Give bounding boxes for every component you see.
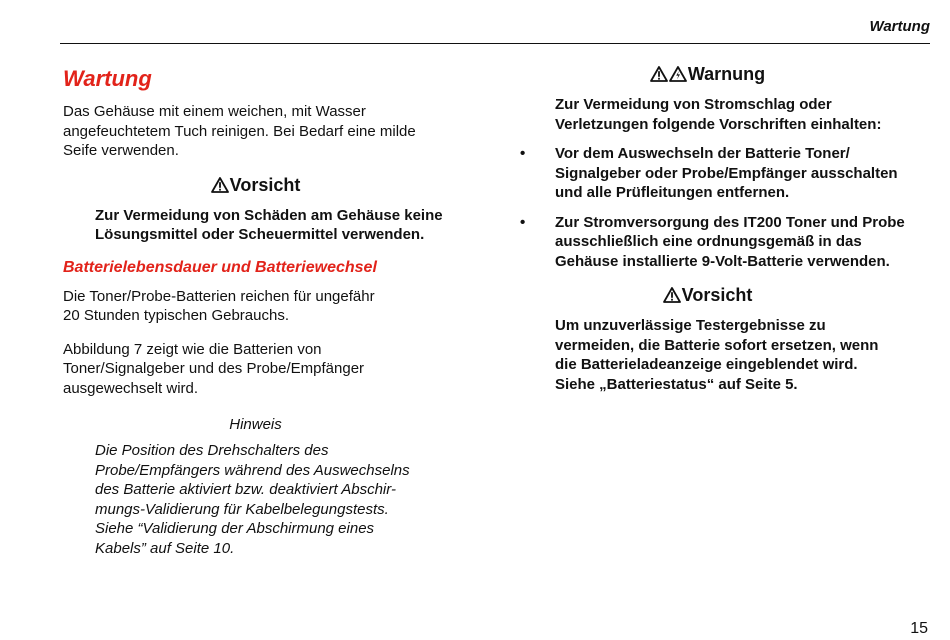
warning-list bbox=[510, 144, 905, 271]
left-column bbox=[63, 60, 448, 558]
note-text: Die Position des Drehschalters des Probe/Empfängers während des Auswechselns des Batterie aktiviert bzw. deaktiviert Abschir- mungs-Validierung für Kabelbelegungstests. Siehe “Validierung der Abschirmung eines Kabels” auf Seite 10. bbox=[95, 442, 410, 557]
list-item: • Vor dem Auswechseln der Batterie Toner/ Signalgeber oder Probe/Empfänger ausschalten und alle Prüfleitungen entfernen. bbox=[520, 145, 898, 201]
electric-shock-triangle-icon bbox=[669, 66, 687, 87]
list-item: • Zur Stromversorgung des IT200 Toner und Probe ausschließlich eine ordnungsgemäß in das Gehäuse installierte 9-Volt-Batterie verwenden. bbox=[520, 213, 905, 270]
caution-text-right: Um unzuverlässige Testergebnisse zu vermeiden, die Batterie sofort ersetzen, wenn die Batterieladeanzeige eingeblendet wird. Siehe „Batteriestatus“ auf Seite 5. bbox=[555, 317, 879, 393]
battery-replace-paragraph: Abbildung 7 zeigt wie die Batterien von Toner/Signalgeber und des Probe/Empfänger ausgewechselt wird. bbox=[63, 340, 365, 397]
section-title: Wartung bbox=[63, 66, 152, 91]
caution-text: Zur Vermeidung von Schäden am Gehäuse keine Lösungsmittel oder Scheuermittel verwenden. bbox=[95, 206, 443, 243]
caution-triangle-icon bbox=[663, 287, 681, 308]
running-header-title: Wartung bbox=[869, 18, 930, 35]
battery-life-paragraph: Die Toner/Probe-Batterien reichen für ungefähr 20 Stunden typischen Gebrauchs. bbox=[63, 287, 375, 324]
caution-triangle-icon bbox=[650, 66, 668, 87]
caution-heading-right: Vorsicht bbox=[510, 285, 905, 308]
caution-heading: Vorsicht bbox=[63, 175, 448, 198]
note-label: Hinweis bbox=[229, 416, 282, 433]
battery-subheading: Batterielebensdauer und Batteriewechsel bbox=[63, 258, 377, 276]
header-rule bbox=[60, 43, 930, 44]
right-column bbox=[510, 60, 905, 394]
warning-heading: Warnung bbox=[510, 64, 905, 87]
caution-triangle-icon bbox=[211, 177, 229, 198]
intro-paragraph: Das Gehäuse mit einem weichen, mit Wasser angefeuchtetem Tuch reinigen. Bei Bedarf eine milde Seife verwenden. bbox=[63, 103, 416, 159]
warning-intro: Zur Vermeidung von Stromschlag oder Verletzungen folgende Vorschriften einhalten: bbox=[555, 96, 882, 133]
page-number: 15 bbox=[910, 620, 928, 637]
